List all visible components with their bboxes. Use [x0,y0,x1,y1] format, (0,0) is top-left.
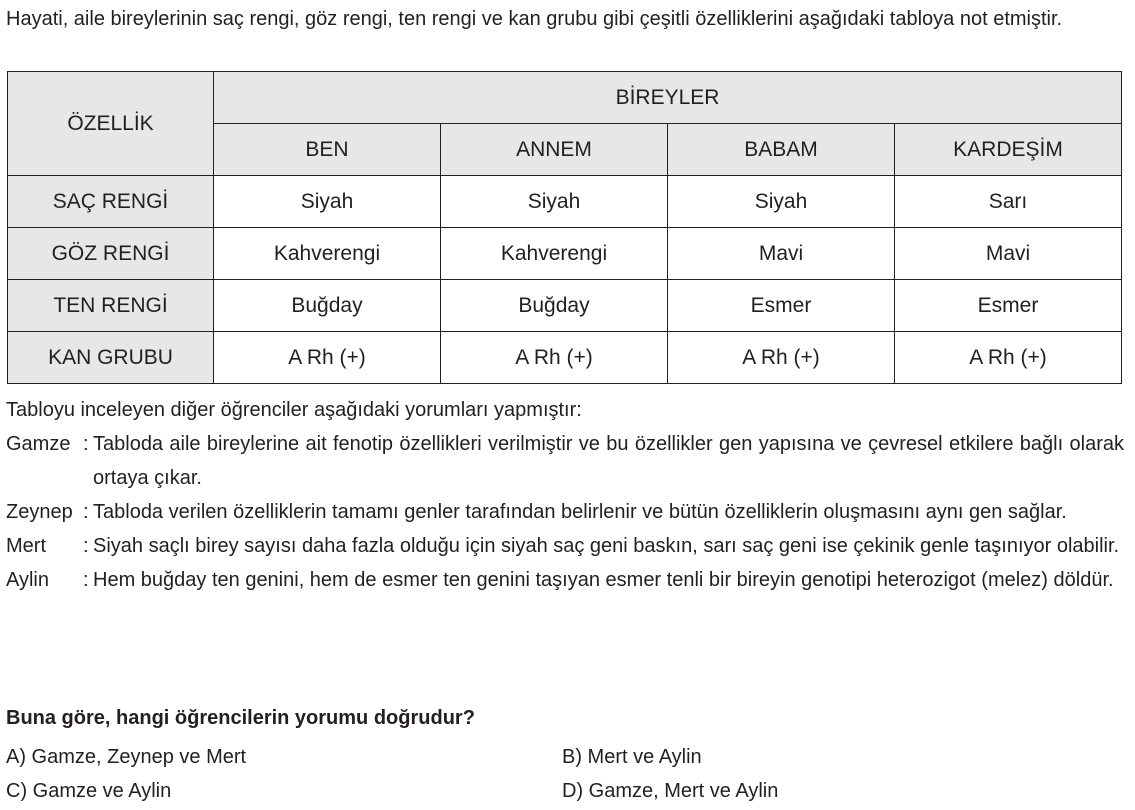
question-text: Buna göre, hangi öğrencilerin yorumu doğrudur? [6,707,475,729]
intro-text: Hayati, aile bireylerinin saç rengi, göz rengi, ten rengi ve kan grubu gibi çeşitli özelliklerini aşağıdaki tabloya not etmiştir. [6,8,1063,30]
table-cell: Buğday [214,280,441,332]
table-cell: Esmer [895,280,1122,332]
table-cell: Mavi [895,228,1122,280]
table-cell: A Rh (+) [668,332,895,384]
table-cell: Sarı [895,176,1122,228]
row-label: GÖZ RENGİ [8,228,214,280]
table-cell: Kahverengi [214,228,441,280]
table-cell: A Rh (+) [441,332,668,384]
table-cell: Siyah [214,176,441,228]
column-header: BEN [214,124,441,176]
option-d[interactable]: D) Gamze, Mert ve Aylin [562,780,779,802]
row-label: SAÇ RENGİ [8,176,214,228]
comment-text: Tabloda verilen özelliklerin tamamı genler tarafından belirlenir ve bütün özelliklerin oluşmasını aynı gen sağlar. [93,501,1067,523]
comment-zeynep [6,495,1124,529]
comment-text: Siyah saçlı birey sayısı daha fazla olduğu için siyah saç geni baskın, sarı saç geni ise çekinik genle taşınıyor olabilir. [93,535,1120,557]
table-row [8,280,1122,332]
row-label: KAN GRUBU [8,332,214,384]
comment-aylin [6,563,1124,597]
comment-author: Zeynep [6,501,73,523]
comment-author: Aylin [6,569,49,591]
table-cell: Mavi [668,228,895,280]
column-header: ANNEM [441,124,668,176]
row-label: TEN RENGİ [8,280,214,332]
feature-header: ÖZELLİK [8,72,214,176]
table-cell: Kahverengi [441,228,668,280]
comment-text: Hem buğday ten genini, hem de esmer ten genini taşıyan esmer tenli bir bireyin genotipi heterozigot (melez) döldür. [93,569,1114,591]
comment-colon: : [83,501,89,523]
column-header: BABAM [668,124,895,176]
comments-section [6,393,1124,597]
group-header: BİREYLER [214,72,1122,124]
table-cell: Buğday [441,280,668,332]
comment-mert [6,529,1124,563]
table-cell: Siyah [441,176,668,228]
comment-colon: : [83,569,89,591]
comment-colon: : [83,535,89,557]
table-cell: A Rh (+) [214,332,441,384]
table-row [8,176,1122,228]
comment-author: Mert [6,535,46,557]
column-header: KARDEŞİM [895,124,1122,176]
comment-author: Gamze [6,433,71,455]
table-header-row [8,72,1122,124]
comment-text: Tabloda aile bireylerine ait fenotip özellikleri verilmiştir ve bu özellikler gen yapısına ve çevresel etkilere bağlı olarak ortaya çıkar. [93,433,1124,489]
option-a[interactable]: A) Gamze, Zeynep ve Mert [6,746,247,768]
traits-table [7,71,1122,384]
table-row [8,228,1122,280]
option-c[interactable]: C) Gamze ve Aylin [6,780,172,802]
table-cell: Siyah [668,176,895,228]
table-cell: Esmer [668,280,895,332]
table-cell: A Rh (+) [895,332,1122,384]
comment-colon: : [83,433,89,455]
comment-gamze [6,427,1124,495]
option-b[interactable]: B) Mert ve Aylin [562,746,702,768]
comments-lead: Tabloyu inceleyen diğer öğrenciler aşağıdaki yorumları yapmıştır: [6,399,582,421]
table-row [8,332,1122,384]
